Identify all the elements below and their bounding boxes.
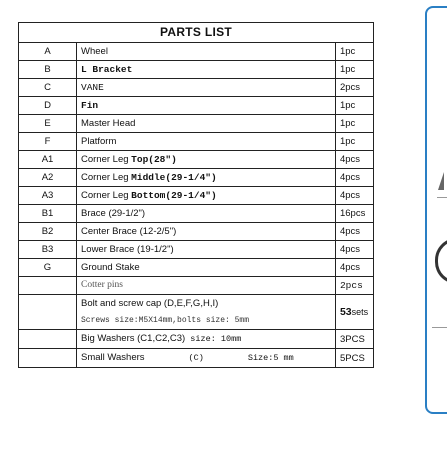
part-description [77, 151, 336, 169]
part-description: Master Head [77, 115, 336, 133]
part-description [77, 187, 336, 205]
part-quantity: 1pc [335, 43, 373, 61]
part-code [19, 277, 77, 295]
desc-size: Size:5 mm [247, 353, 294, 363]
part-description: Fin [77, 97, 336, 115]
part-code: F [19, 133, 77, 151]
part-code: E [19, 115, 77, 133]
desc-size: Middle(29-1/4") [131, 172, 217, 183]
part-description: Ground Stake [77, 259, 336, 277]
part-description: Wheel [77, 43, 336, 61]
desc-text: Corner Leg [81, 154, 132, 165]
part-code: A2 [19, 169, 77, 187]
table-row [19, 61, 374, 79]
desc-text: Corner Leg [81, 190, 132, 201]
partial-diagram-icon [438, 172, 444, 190]
part-code: C [19, 79, 77, 97]
part-code: B [19, 61, 77, 79]
part-quantity: 16pcs [335, 205, 373, 223]
part-quantity: 4pcs [335, 169, 373, 187]
part-code: A [19, 43, 77, 61]
part-description: Platform [77, 133, 336, 151]
table-row [19, 133, 374, 151]
part-description: Brace (29-1/2") [77, 205, 336, 223]
part-quantity: 4pcs [335, 259, 373, 277]
table-row [19, 330, 374, 349]
table-row [19, 187, 374, 205]
part-description [77, 349, 336, 368]
part-code: G [19, 259, 77, 277]
part-quantity: 4pcs [335, 151, 373, 169]
table-row [19, 79, 374, 97]
table-row [19, 115, 374, 133]
desc-text: Big Washers (C1,C2,C3) [81, 333, 186, 344]
part-quantity [335, 295, 373, 330]
part-quantity: 1pc [335, 97, 373, 115]
parts-list-table [18, 22, 374, 368]
table-row [19, 241, 374, 259]
desc-text: Corner Leg [81, 172, 132, 183]
part-code: A3 [19, 187, 77, 205]
desc-size: Bottom(29-1/4") [131, 190, 217, 201]
part-code [19, 349, 77, 368]
table-row [19, 349, 374, 368]
part-code: A1 [19, 151, 77, 169]
table-row [19, 151, 374, 169]
part-quantity: 1pc [335, 133, 373, 151]
part-quantity: 4pcs [335, 223, 373, 241]
quantity-unit: sets [351, 306, 369, 317]
part-code: B1 [19, 205, 77, 223]
part-quantity: 4pcs [335, 187, 373, 205]
part-description [77, 169, 336, 187]
divider [437, 197, 447, 198]
part-description [77, 330, 336, 349]
table-row [19, 169, 374, 187]
part-code: B3 [19, 241, 77, 259]
side-panel-frame [425, 6, 447, 414]
part-description: Cotter pins [77, 277, 336, 295]
table-row [19, 205, 374, 223]
desc-text: Small Washers [81, 352, 145, 363]
part-description: VANE [77, 79, 336, 97]
desc-size: size: 10mm [185, 334, 242, 344]
table-row [19, 43, 374, 61]
part-code [19, 330, 77, 349]
part-code: D [19, 97, 77, 115]
parts-list-header-row [19, 23, 374, 43]
part-quantity: 1pc [335, 115, 373, 133]
part-code [19, 295, 77, 330]
quantity-text: 2pcs [339, 280, 363, 291]
part-description [77, 295, 336, 330]
quantity-number: 53 [339, 305, 352, 318]
table-row [19, 97, 374, 115]
desc-text: Bolt and screw cap (D,E,F,G,H,I) [81, 298, 219, 309]
table-row [19, 259, 374, 277]
desc-size: Top(28") [131, 154, 177, 165]
part-quantity: 1pc [335, 61, 373, 79]
table-row [19, 223, 374, 241]
desc-label: (C) [188, 353, 204, 363]
part-description: Lower Brace (19-1/2") [77, 241, 336, 259]
part-quantity: 3PCS [335, 330, 373, 349]
part-description: Center Brace (12-2/5") [77, 223, 336, 241]
part-code: B2 [19, 223, 77, 241]
part-quantity: 4pcs [335, 241, 373, 259]
table-row [19, 277, 374, 295]
parts-list-title: PARTS LIST [19, 23, 374, 43]
table-row [19, 295, 374, 330]
part-quantity: 5PCS [335, 349, 373, 368]
part-description: L Bracket [77, 61, 336, 79]
divider [432, 327, 447, 328]
part-quantity [335, 277, 373, 295]
part-quantity: 2pcs [335, 79, 373, 97]
desc-subtext: Screws size:M5X14mm,bolts size: 5mm [81, 316, 250, 325]
